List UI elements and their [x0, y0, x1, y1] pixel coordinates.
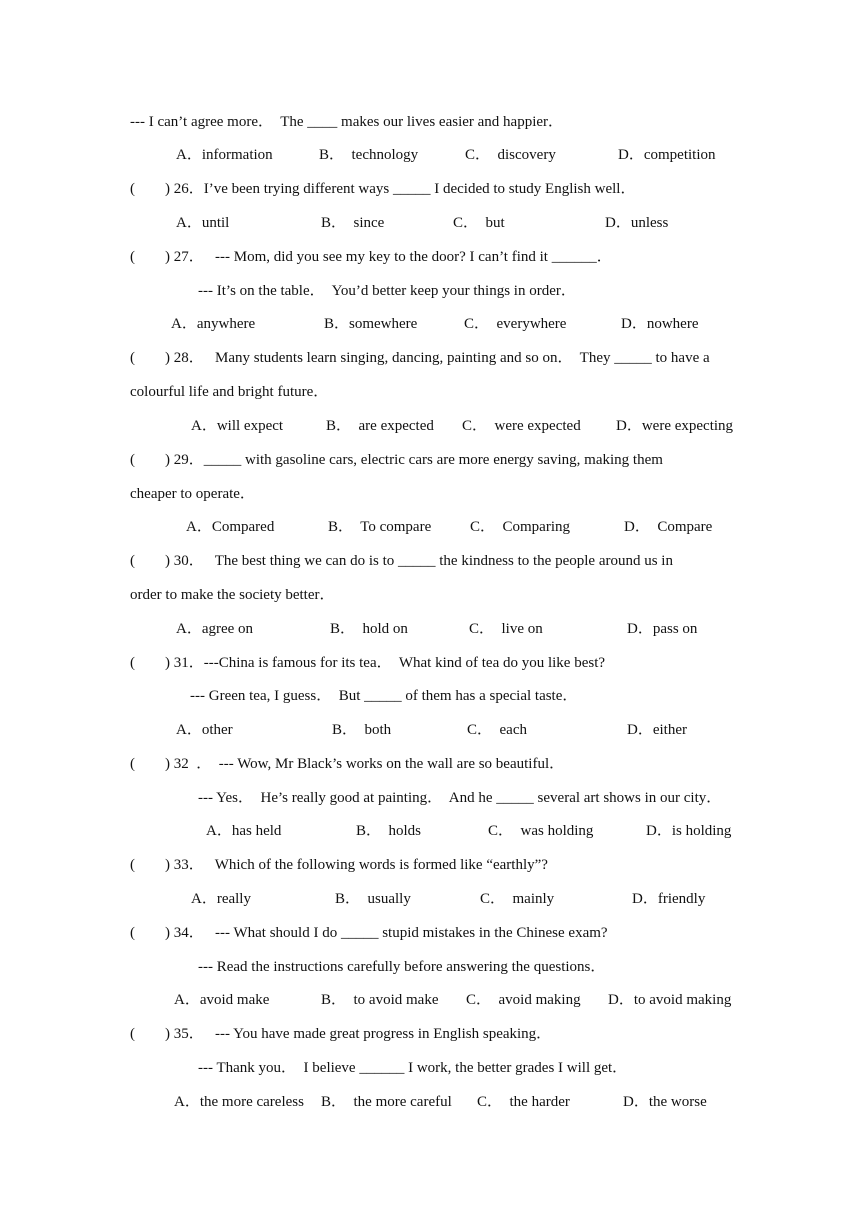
question-33-stem: ( ) 33． Which of the following words is formed like “earthly”? [130, 857, 548, 873]
q28-option-a: A．will expect [191, 418, 284, 434]
question-32-reply: --- Yes． He’s really good at painting． And he _____ several art shows in our city． [198, 790, 722, 806]
q33-option-a: A．really [191, 891, 251, 907]
q34-option-c: C． avoid making [466, 992, 581, 1008]
q35-option-c: C． the harder [477, 1094, 570, 1110]
q30-option-d: D．pass on [627, 621, 698, 637]
q28-option-c: C． were expected [462, 418, 581, 434]
question-31-stem: ( ) 31．---China is famous for its tea． What kind of tea do you like best? [130, 655, 606, 671]
q32-option-d: D．is holding [646, 823, 732, 839]
q26-option-d: D．unless [605, 215, 669, 231]
question-34-reply: --- Read the instructions carefully before answering the questions． [198, 959, 606, 975]
question-30-stem-cont: order to make the society better． [130, 587, 335, 603]
q35-option-d: D．the worse [623, 1094, 707, 1110]
q26-option-c: C． but [453, 215, 505, 231]
q25-option-a: A．information [176, 147, 273, 163]
q32-option-a: A．has held [206, 823, 282, 839]
q26-option-a: A．until [176, 215, 230, 231]
q28-option-b: B． are expected [326, 418, 434, 434]
q33-option-b: B． usually [335, 891, 411, 907]
question-34-stem: ( ) 34． --- What should I do _____ stupid mistakes in the Chinese exam? [130, 925, 608, 941]
question-27-reply: --- It’s on the table． You’d better keep your things in order． [198, 283, 576, 299]
q29-option-c: C． Comparing [470, 519, 570, 535]
q34-option-d: D．to avoid making [608, 992, 732, 1008]
q27-option-d: D．nowhere [621, 316, 699, 332]
q27-option-a: A．anywhere [171, 316, 256, 332]
q32-option-b: B． holds [356, 823, 422, 839]
q31-option-c: C． each [467, 722, 527, 738]
q31-option-a: A．other [176, 722, 233, 738]
q31-option-b: B． both [332, 722, 392, 738]
q29-option-a: A．Compared [186, 519, 275, 535]
q28-option-d: D．were expecting [616, 418, 734, 434]
q27-option-c: C． everywhere [464, 316, 567, 332]
question-32-stem: ( ) 32 ． --- Wow, Mr Black’s works on the wall are so beautiful． [130, 756, 565, 772]
q30-option-a: A．agree on [176, 621, 254, 637]
q34-option-a: A．avoid make [174, 992, 270, 1008]
q35-option-a: A．the more careless [174, 1094, 304, 1110]
question-25-stem: --- I can’t agree more． The ____ makes our lives easier and happier． [130, 114, 564, 130]
q29-option-d: D． Compare [624, 519, 713, 535]
q35-option-b: B． the more careful [321, 1094, 452, 1110]
question-35-reply: --- Thank you． I believe ______ I work, the better grades I will get． [198, 1060, 628, 1076]
question-28-stem: ( ) 28． Many students learn singing, dancing, painting and so on． They _____ to have a [130, 350, 710, 366]
question-31-reply: --- Green tea, I guess． But _____ of them has a special taste． [190, 688, 578, 704]
question-29-stem-cont: cheaper to operate． [130, 486, 255, 502]
q30-option-b: B． hold on [330, 621, 408, 637]
q31-option-d: D．either [627, 722, 687, 738]
q34-option-b: B． to avoid make [321, 992, 439, 1008]
question-35-stem: ( ) 35． --- You have made great progress in English speaking． [130, 1026, 552, 1042]
q32-option-c: C． was holding [488, 823, 594, 839]
q33-option-d: D．friendly [632, 891, 706, 907]
q33-option-c: C． mainly [480, 891, 555, 907]
question-27-stem: ( ) 27． --- Mom, did you see my key to the door? I can’t find it ______． [130, 249, 612, 265]
q25-option-d: D．competition [618, 147, 716, 163]
q27-option-b: B．somewhere [324, 316, 418, 332]
q25-option-c: C． discovery [465, 147, 556, 163]
q26-option-b: B． since [321, 215, 385, 231]
question-28-stem-cont: colourful life and bright future． [130, 384, 329, 400]
question-30-stem: ( ) 30． The best thing we can do is to _____ the kindness to the people around us in [130, 553, 673, 569]
question-29-stem: ( ) 29．_____ with gasoline cars, electric cars are more energy saving, making them [130, 452, 663, 468]
q29-option-b: B． To compare [328, 519, 432, 535]
q30-option-c: C． live on [469, 621, 543, 637]
q25-option-b: B． technology [319, 147, 419, 163]
question-26-stem: ( ) 26．I’ve been trying different ways _____ I decided to study English well． [130, 181, 636, 197]
